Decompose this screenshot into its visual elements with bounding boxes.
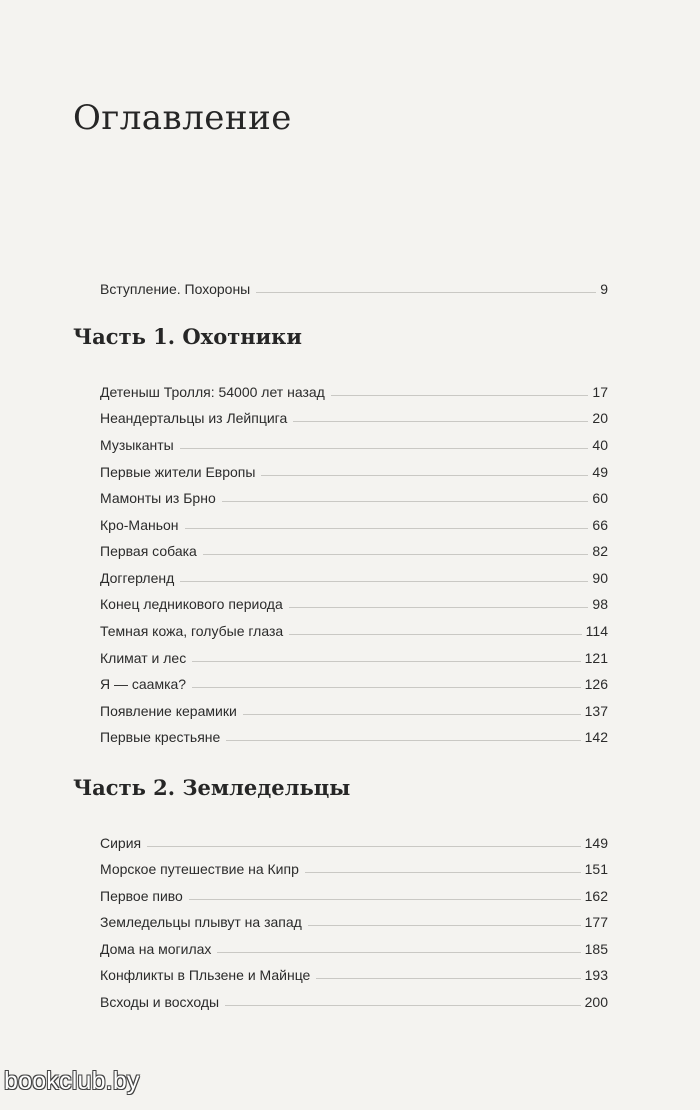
- toc-leader-line: [289, 634, 582, 635]
- toc-entry[interactable]: [100, 645, 608, 667]
- toc-leader-line: [185, 528, 589, 529]
- toc-entry-page: 126: [584, 676, 608, 692]
- toc-entry-label: Неандертальцы из Лейпцига: [100, 410, 288, 426]
- toc-leader-line: [147, 846, 581, 847]
- toc-entry-label: Я — саамка?: [100, 676, 187, 692]
- toc-leader-line: [225, 1005, 581, 1006]
- toc-leader-line: [180, 448, 589, 449]
- toc-entry[interactable]: [100, 909, 608, 931]
- toc-entry-page: 114: [585, 623, 608, 639]
- toc-entry-label: Кро-Маньон: [100, 517, 179, 533]
- toc-entry-label: Музыканты: [100, 437, 174, 453]
- toc-leader-line: [289, 607, 589, 608]
- toc-entry[interactable]: [100, 538, 608, 560]
- toc-entry-label: Первые жители Европы: [100, 464, 256, 480]
- toc-entry[interactable]: [100, 671, 608, 693]
- toc-entry-page: 142: [584, 729, 608, 745]
- toc-entry[interactable]: [100, 485, 608, 507]
- toc-entry[interactable]: [100, 379, 608, 401]
- toc-leader-line: [226, 740, 580, 741]
- toc-entry-page: 137: [584, 703, 608, 719]
- toc-leader-line: [222, 501, 589, 502]
- toc-entry-page: 98: [592, 596, 608, 612]
- toc-entry-page: 177: [584, 914, 608, 930]
- toc-entry[interactable]: [100, 565, 608, 587]
- toc-entry-page: 82: [592, 543, 608, 559]
- toc-entry-label: Вступление. Похороны: [100, 281, 251, 297]
- toc-entry-intro[interactable]: [100, 276, 608, 298]
- toc-entry-label: Доггерленд: [100, 570, 175, 586]
- toc-entry-page: 185: [584, 941, 608, 957]
- toc-entry-label: Земледельцы плывут на запад: [100, 914, 302, 930]
- toc-entry[interactable]: [100, 962, 608, 984]
- toc-entry-label: Климат и лес: [100, 650, 187, 666]
- toc-entry[interactable]: [100, 618, 608, 640]
- toc-entry-label: Морское путешествие на Кипр: [100, 861, 299, 877]
- toc-entry[interactable]: [100, 405, 608, 427]
- toc-entry[interactable]: [100, 459, 608, 481]
- toc-leader-line: [308, 925, 581, 926]
- part-2-heading: Часть 2. Земледельцы: [73, 775, 351, 800]
- toc-entry-page: 49: [592, 464, 608, 480]
- toc-entry-label: Первые крестьяне: [100, 729, 221, 745]
- toc-entry-label: Первая собака: [100, 543, 197, 559]
- toc-entry-label: Первое пиво: [100, 888, 183, 904]
- toc-entry[interactable]: [100, 512, 608, 534]
- toc-leader-line: [192, 687, 581, 688]
- toc-entry-page: 17: [592, 384, 608, 400]
- toc-entry-label: Дома на могилах: [100, 941, 212, 957]
- toc-entry[interactable]: [100, 830, 608, 852]
- toc-entry-page: 9: [600, 281, 608, 297]
- toc-entry[interactable]: [100, 591, 608, 613]
- toc-entry-page: 121: [584, 650, 608, 666]
- toc-entry[interactable]: [100, 698, 608, 720]
- toc-entry-label: Конфликты в Пльзене и Майнце: [100, 967, 311, 983]
- toc-entry-page: 40: [592, 437, 608, 453]
- toc-leader-line: [331, 395, 589, 396]
- toc-entry-label: Появление керамики: [100, 703, 237, 719]
- toc-entry-page: 149: [584, 835, 608, 851]
- toc-entry[interactable]: [100, 856, 608, 878]
- toc-entry[interactable]: [100, 432, 608, 454]
- toc-leader-line: [316, 978, 580, 979]
- toc-entry[interactable]: [100, 989, 608, 1011]
- toc-leader-line: [189, 899, 581, 900]
- toc-entry[interactable]: [100, 724, 608, 746]
- toc-leader-line: [217, 952, 580, 953]
- toc-entry-page: 20: [592, 410, 608, 426]
- toc-entry[interactable]: [100, 883, 608, 905]
- toc-leader-line: [203, 554, 589, 555]
- toc-leader-line: [305, 872, 581, 873]
- part-1-heading: Часть 1. Охотники: [73, 324, 302, 349]
- toc-entry[interactable]: [100, 936, 608, 958]
- toc-leader-line: [180, 581, 588, 582]
- toc-leader-line: [243, 714, 581, 715]
- toc-leader-line: [293, 421, 588, 422]
- toc-entry-page: 193: [584, 967, 608, 983]
- toc-entry-label: Всходы и восходы: [100, 994, 220, 1010]
- toc-entry-page: 60: [592, 490, 608, 506]
- toc-entry-page: 151: [584, 861, 608, 877]
- toc-entry-label: Детеныш Тролля: 54000 лет назад: [100, 384, 325, 400]
- toc-entry-page: 66: [592, 517, 608, 533]
- toc-entry-page: 90: [592, 570, 608, 586]
- toc-leader-line: [192, 661, 580, 662]
- toc-entry-label: Темная кожа, голубые глаза: [100, 623, 284, 639]
- page-title: Оглавление: [73, 98, 292, 138]
- toc-leader-line: [256, 292, 596, 293]
- site-watermark: bookclub.by: [4, 1067, 140, 1095]
- toc-entry-label: Мамонты из Брно: [100, 490, 216, 506]
- toc-entry-label: Сирия: [100, 835, 142, 851]
- toc-entry-label: Конец ледникового периода: [100, 596, 283, 612]
- toc-entry-page: 200: [584, 994, 608, 1010]
- toc-entry-page: 162: [584, 888, 608, 904]
- toc-leader-line: [261, 475, 588, 476]
